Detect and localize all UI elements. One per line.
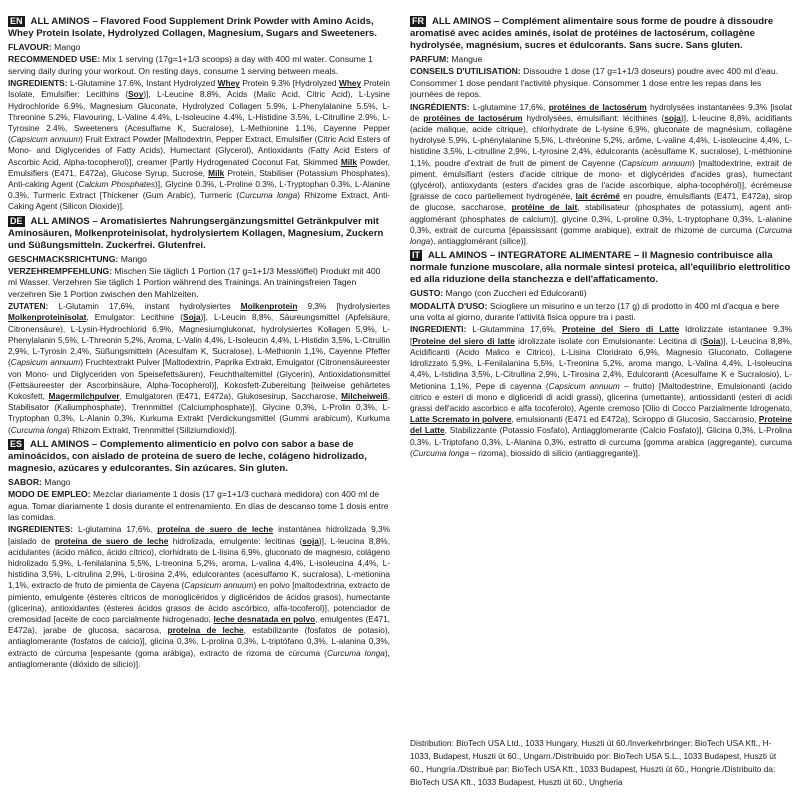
latin-name: Capsicum annuum: [621, 157, 692, 168]
ingredients-block: ZUTATEN: L-Glutamin 17,6%, instant hydrolysiertes Molkenprotein 9,3% [hydrolysiertes Molkenproteinisolat, Emulgator: Lecithine (Soja)], L-Leucin 8,8%, Säureungsmittel (Apfelsäure, Citronensäure), L-Lysin-Hydrochlorid 6,9%, Magnesiumglukonat, hydrolysiertes Kollagen 5,9%, L-Phenylalanin 5,5%, L-Threonin 5,2%, Aroma, L-Valin 4,4%, L-Isoleucin 4,4%, L-Histidin 3,5%, L-Citrullin 2,9%, L-Tyrosin 2,4%, Süßungsmitteln (Acesulfam K, Sucralose), L-Methionin 1,1%, Cayenne Pfeffer (Capsicum annuum) Fruchtextrakt Pulver [Maltodextrin, Paprika Extrakt, Emulgator (Citronensäureester von Mono- und Diglyceriden von Speisefettsäuren), Feuchthaltemittel (Glycerin), Antioxidationsmittel (Fettsäureester der Ascorbinsäure, Alpha-Tocopherol)], Kokosfett-Zubereitung [teilweise gehärtetes Kokosfett, Magermilchpulver, Emulgatoren (E471, E472a), Glukosesirup, Saccharose, Milcheiweiß, Stabilisator (Kaliumphosphate), Trennmittel (Calciumphosphate)], Glycine 0,3%, L-Prolin 0,3%, L-Tryptophan 0,3%, L-Alanin 0,3%, Kurkuma Extrakt [Verdickungsmittel (Gummi arabicum), Kurkuma (Curcuma longa) Rhizom Extrakt, Trennmittel (Siliziumdioxid)].: [8, 301, 391, 435]
allergen-highlight: Molkenprotein: [240, 301, 298, 312]
language-tag: IT: [412, 250, 420, 261]
ingredient-text: L-glutamine 17,6%,: [472, 101, 549, 112]
allergen-highlight: Milk: [208, 167, 225, 178]
latin-name: Curcuma longa: [10, 424, 68, 435]
allergen-highlight: proteína de suero de leche: [157, 524, 274, 535]
ingredient-text: ) [maltodextrine, extrait de piment, émulsifiant (esters d'acide citrique de mono- et diglycérides d'acides gras), humectant (glycérol), antioxydants (esters d'acides gras de l'acide ascorbique, alpha-tocophérol)], écrémeuse [graisse de coco partiellement hydrogénée,: [410, 157, 793, 202]
ingredients-text: [8, 301, 390, 434]
latin-name: Calcium Phosphates: [78, 179, 155, 190]
allergen-highlight: Whey: [217, 78, 240, 89]
ingredient-text: , Emulgator: Lecithine (: [86, 312, 184, 323]
ingredient-text: )], L-Leucin 8,8%, Säureungsmittel (Apfelsäure, Citronensäure), L-Lysin-Hydrochlorid 6,9%, Magnesiumglukonat, hydrolysiertes Kollagen 5,9%, L-Phenylalanin 5,5%, L-Threonin 5,2%, Aroma, L-Valin 4,4%, L-Isoleucin 4,4%, L-Histidin 3,5%, L-Citrullin 2,9%, L-Tyrosin 2,4%, Süßungsmitteln (Acesulfam K, Sucralose), L-Methionin 1,1%, Cayenne Pfeffer (: [8, 312, 390, 368]
section-title: DE ALL AMINOS – Aromatisiertes Nahrungsergänzungsmittel Getränkpulver mit Aminosäuren, Molkenproteinisolat, hydrolysiertem Kollagen, Magnesium, Zuckern und Süßungsmitteln. Zuckerfrei. Glutenfrei.: [8, 215, 384, 251]
section-fr: [410, 16, 792, 247]
language-tag: ES: [10, 438, 23, 449]
allergen-highlight: Soja: [183, 312, 201, 323]
ingredient-text: Protein, Stabiliser (Potassium Phosphates), Anti-caking Agent (: [8, 167, 391, 190]
section-en: [8, 16, 390, 213]
ingredient-text: , emulgentes (E471, E472a), jarabe de glucosa, sacarosa,: [8, 613, 390, 636]
use-line: RECOMMENDED USE: Mix 1 serving (17g=1+1/3 scoops) a day with 400 ml water. Consume 1 serving daily during your workout. On resting days, consume 1 serving between meals.: [8, 54, 373, 76]
ingredient-text: L-Glutamin 17,6%, instant hydrolysiertes: [58, 301, 241, 312]
ingredient-text: – rizoma), biossido di silicio (antiaggregante)].: [469, 447, 641, 458]
ingredient-text: , Emulgatoren (E471, E472a), Glukosesirup, Saccharose,: [119, 390, 342, 401]
allergen-highlight: soja: [302, 535, 319, 546]
section-de: [8, 216, 390, 436]
distribution-note: Distribution: BioTech USA Ltd., 1033 Hungary, Huszti út 60./Inverkehrbringer: BioTech USA Kft., H-1033, Budapest, Huszti út 60., Ungarn./Distribuido por: BioTech USA S.L., 1033 Budapest, Huszti út 60., Hungría./Distribué par: BioTech USA Kft., 1033 Budapest, Huszti út 60., Hongrie./Distribuito da: BioTech USA Kft., 1033 Budapest, Huszti út 60., Ungheria: [410, 738, 777, 787]
ingredients-text: [410, 102, 792, 246]
allergen-highlight: Soy: [128, 89, 144, 100]
allergen-highlight: protéines de lactosérum: [423, 112, 523, 123]
ingredient-text: ) Fruchtextrakt Pulver [Maltodextrin, Paprika Extrakt, Emulgator (Citronensäureester von Mono- und Diglyceriden von Speisefettsäuren), Feuchthaltemittel (Glycerin), Antioxidationsmittel (Fettsäureester der Ascorbinsäure, Alpha-Tocopherol)], Kokosfett-Zubereitung [teilweise gehärtetes Kokosfett,: [8, 357, 390, 401]
allergen-highlight: Latte Scremato in polvere: [410, 414, 512, 425]
ingredient-text: )], L-Leucina 8,8%, Acidificanti (Acido Malico e Citrico), L-Lisina Cloridrato 6,9%, Magnesio Gluconato, Collagene Idrolizzato 5,9%, L-Fenilalanina 5,5%, L-Treonina 5,2%, aroma mango, L-Valina 4,4%, L-Isoleucina 4,4%, L-Istidina 3,5%, L-Citrullina 2,9%, L-Tirosina 2,4%, Edulcoranti (Acesulfame K e Sucralosio), L-Metionina 1,1%, Pepe di cayenna (: [410, 335, 792, 391]
language-tag: EN: [10, 16, 23, 26]
allergen-highlight: Proteine del siero di latte: [412, 335, 515, 346]
ingredient-text: )], L-Leucine 8.8%, Acids (Malic Acid, Citric Acid), L-Lysine Hydrochloride 6.9%, Magnesium Gluconate, Hydrolyzed Collagen 5.9%, L-Phenylalanine 5.5%, L-Threonine 5.2%, Flavouring, L-Valine 4.4%, L-Isoleucine 4.4%, L-Histidine 3.5%, L-Citrulline 2.9%, L-Tyrosine 2.4%, Sweeteners (Acesulfame K, Sucralose), L-Methionine 1.1%, Cayenne Pepper (: [8, 89, 390, 145]
allergen-highlight: Molkenproteinisolat: [8, 312, 87, 323]
language-tag: FR: [412, 16, 424, 26]
allergen-highlight: proteína de suero de leche: [54, 535, 169, 546]
ingredients-text: [8, 524, 390, 668]
ingredient-text: , emulsionanti (E471 ed E472a), Sciroppo di Glucosio, Saccarosio,: [511, 414, 759, 425]
section-title: FR ALL AMINOS – Complément alimentaire sous forme de poudre à dissoudre aromatisé avec acides aminés, isolat de protéines de lactosérum, collagène hydrolysée, magnésium, sucres et édulcorants. Sans sucre. Sans gluten.: [410, 16, 774, 51]
allergen-highlight: Whey: [339, 78, 362, 89]
latin-name: Capsicum annuum: [10, 134, 81, 145]
latin-name: Capsicum annuum: [10, 357, 81, 368]
ingredient-text: en poudre, émulsifiants (E471, E472a), sirop de glucose, saccharose,: [410, 191, 793, 213]
latin-name: Curcuma longa: [410, 224, 792, 247]
ingredient-text: – frutto) [Maltodestrine, Emulsionanti (acido citrico e esteri di mono e digliceridi di acidi grassi), glicerina (umettante), antiossidanti (esteri di acidi grassi dell'acido ascorbico e alfa tocoferolo), Agente cremoso [Olio di Cocco Parzialmente Idrogenato,: [410, 380, 792, 413]
ingredient-text: idrolizzate isolate con Emulsionante: Lecitina di (: [514, 335, 703, 346]
latin-name: Capsicum annuum: [548, 380, 620, 391]
use-line: MODALITÀ D'USO: Sciogliere un misurino e un terzo (17 g) di prodotto in 400 ml d'acqua e bere una volta al giorno, durante l'attività fisica oppure tra i pasti.: [410, 300, 780, 323]
use-line: VERZEHREMPFEHLUNG: Mischen Sie täglich 1 Portion (17 g=1+1/3 Messlöffel) Produkt mit 400 ml Wasser. Verzehren Sie täglich 1 Portion während des Trainings. An trainingsfreien Tagen verzehren Sie 1 Portion zwischen den Mahlzeiten.: [8, 266, 381, 299]
latin-name: Curcuma longa: [239, 190, 298, 201]
latin-name: Capsicum annuum: [184, 580, 254, 591]
ingredient-text: 9,3% [hydrolysiertes: [297, 301, 390, 312]
allergen-highlight: Milcheiweiß: [341, 390, 388, 401]
allergen-highlight: proteína de leche: [167, 625, 244, 636]
flavour-line: GESCHMACKSRICHTUNG: Mango: [8, 253, 147, 264]
ingredient-text: )], L-leucina 8,8%, acidulantes (ácido málico, ácido cítrico), clorhidrato de L-lisina 6,9%, gluconato de magnesio, colágeno hidrolizado 5,9%, L-fenilalanina 5,5%, L-treonina 5,2%, aroma, L-valina 4,4%, L-isoleucina 4,4%, L-histidina 3,5%, L-citrulina 2,9%, L-tirosina 2,4%, edulcorantes (acesulfamo K, sucralosa), L-metionina 1,1%, extracto de fruto de pimienta de Cayena (: [8, 535, 390, 591]
ingredients-block: INGREDIENTI: L-Glutammina 17,6%, Proteine del Siero di Latte Idrolizzate istantanee 9,3% [Proteine del siero di latte idrolizzate isolate con Emulsionante: Lecitina di (Soia)], L-Leucina 8,8%, Acidificanti (Acido Malico e Citrico), L-Lisina Cloridrato 6,9%, Magnesio Gluconato, Collagene Idrolizzato 5,9%, L-Fenilalanina 5,5%, L-Treonina 5,2%, aroma mango, L-Valina 4,4%, L-Isoleucina 4,4%, L-Istidina 3,5%, L-Citrullina 2,9%, L-Tirosina 2,4%, Edulcoranti (Acesulfame K e Sucralosio), L-Metionina 1,1%, Pepe di cayenna (Capsicum annuum – frutto) [Maltodestrine, Emulsionanti (acido citrico e esteri di mono e digliceridi di acidi grassi), glicerina (umettante), antiossidanti (esteri di acidi grassi dell'acido ascorbico e alfa tocoferolo), Agente cremoso [Olio di Cocco Parzialmente Idrogenato, Latte Scremato in polvere, emulsionanti (E471 ed E472a), Sciroppo di Glucosio, Saccarosio, Proteine del Latte, Stabilizzante (Potassio Fosfato), Antiagglomerante (Calcio Fosfato)], Glicina 0,3%, L-Prolina 0,3%, L-Triptofano 0,3%, L-Alanina 0,3%, estratto di curcuma [gomma arabica (aggregante), curcuma (Curcuma longa – rizoma), biossido di silicio (antiaggregante)].: [410, 324, 793, 458]
flavour-line: FLAVOUR: Mango: [8, 42, 81, 52]
ingredient-text: instantánea hidrolizada 9,3% [aislado de: [8, 524, 391, 546]
ingredient-text: ) en polvo [maltodextrina, extracto de pimiento, emulgente (ésteres cítricos de monoglicéridos y diglicéridos de ácidos grasos), humectante (glicerina), antioxidantes (ésteres ácidos grasos de ácido ascórbico, alfa-tocoferol)], potenciador de cremosidad [aceite de coco parcialmente hidrogenado,: [8, 580, 390, 624]
allergen-highlight: Proteine del Siero di Latte: [562, 324, 680, 335]
ingredient-text: Protein Isolate, Emulsifier: Lecithins (: [8, 78, 391, 100]
allergen-highlight: leche desnatada en polvo: [213, 613, 316, 624]
allergen-highlight: protéines de lactosérum: [548, 101, 647, 112]
section-es: [8, 439, 390, 670]
ingredients-block: INGRÉDIENTS: L-glutamine 17,6%, protéines de lactosérum hydrolysées instantanées 9,3% [isolat de protéines de lactosérum hydrolysées, émulsifiant: lécithines (soja)], L-leucine 8,8%, acidifiants (acide malique, acide citrique), chlorhydrate de L-lysine 6,9%, gluconate de magnésium, collagène hydrolysé 5,9%, L-phénylalanine 5,5%, L-thréonine 5,2%, arôme, L-valine 4,4%, L-isoleucine 4,4%, L-histidine 3,5%, L-citrulline 2,9%, L-tyrosine 2,4%, édulcorants (acésulfame K, sucralose), L-méthionine 1,1%, poudre d'extrait de fruit de piment de Cayenne (Capsicum annuum) [maltodextrine, extrait de piment, émulsifiant (esters d'acide citrique de mono- et diglycérides d'acides gras), humectant (glycérol), antioxydants (esters d'acides gras de l'acide ascorbique, alpha-tocophérol)], écrémeuse [graisse de coco partiellement hydrogénée, lait écrémé en poudre, émulsifiants (E471, E472a), sirop de glucose, saccharose, protéine de lait, stabilisateur (phosphates de potassium), agent anti-agglomérant (phosphates de calcium)], glycine 0,3%, L-proline 0,3%, L-tryptophane 0,3%, L-alanine 0,3%, extrait de curcuma [épaississant (gomme arabique), extrait de rhizome de curcuma (Curcuma longa), antiagglomérant (silice)].: [410, 101, 793, 247]
ingredient-text: L-glutamina 17,6%,: [78, 524, 158, 535]
ingredients-block: INGREDIENTES: L-glutamina 17,6%, proteína de suero de leche instantánea hidrolizada 9,3% [aislado de proteína de suero de leche hidrolizada, emulgente: lecitinas (soja)], L-leucina 8,8%, acidulantes (ácido málico, ácido cítrico), clorhidrato de L-lisina 6,9%, gluconato de magnesio, colágeno hidrolizado 5,9%, L-fenilalanina 5,5%, L-treonina 5,2%, aroma, L-valina 4,4%, L-isoleucina 4,4%, L-histidina 3,5%, L-citrulina 2,9%, L-tirosina 2,4%, edulcorantes (acesulfamo K, sucralosa), L-metionina 1,1%, extracto de fruto de pimienta de Cayena (Capsicum annuum) en polvo [maltodextrina, extracto de pimiento, emulgente (ésteres cítricos de monoglicéridos y diglicéridos de ácidos grasos), humectante (glicerina), antioxidantes (ésteres ácidos grasos de ácido ascórbico, alfa-tocoferol)], potenciador de cremosidad [aceite de coco parcialmente hidrogenado, leche desnatada en polvo, emulgentes (E471, E472a), jarabe de glucosa, sacarosa, proteína de leche, estabilizante (fosfatos de potasio), antiaglomerante (fosfatos de calcio)], glicina 0,3%, L-prolina 0,3%, L-triptófano 0,3%, L-alanina 0,3%, extracto de cúrcuma [espesante (goma arábiga), extracto de rizoma de cúrcuma (Curcuma longa), antiaglomerante (dióxido de silicio)].: [8, 524, 391, 669]
flavour-line: GUSTO: Mango (con Zuccheri ed Edulcoranti): [410, 288, 587, 299]
ingredient-text: L-Glutamine 17.6%, Instant Hydrolyzed: [70, 78, 218, 89]
ingredient-text: , estabilizante (fosfatos de potasio), antiaglomerante (fosfatos de calcio)], glicina 0,3%, L-prolina 0,3%, L-triptófano 0,3%, L-alanina 0,3%, extracto de cúrcuma [espesante (goma arábiga), extracto de rizoma de cúrcuma (: [8, 625, 390, 658]
ingredients-text: [410, 324, 792, 457]
ingredient-text: Powder, Emulsifiers (E471, E472a), Glucose Syrup, Sucrose,: [8, 156, 390, 178]
ingredient-text: hydrolysées instantanées 9,3% [isolat de: [410, 101, 793, 123]
ingredient-text: , stabilisateur (phosphates de potassium), agent anti-agglomérant (phosphates de calcium)], glycine 0,3%, L-proline 0,3%, L-tryptophane 0,3%, L-alanine 0,3%, extrait de curcuma [épaississant (gomme arabique), extrait de rhizome de curcuma (: [410, 202, 793, 235]
section-title: IT ALL AMINOS – INTEGRATORE ALIMENTARE – Il Magnesio contribuisce alla normale funzione muscolare, alla normale sintesi proteica, all'equilibrio elettrolitico ed alla riduzione della stanchezza e dell'affaticamento.: [410, 250, 791, 286]
left-column: [8, 16, 390, 673]
ingredient-text: L-Glutammina 17,6%,: [472, 324, 563, 335]
latin-name: Curcuma longa: [412, 447, 470, 458]
ingredient-text: Protein 9.3% [Hydrolyzed: [239, 78, 340, 89]
ingredient-text: , Stabilizzante (Potassio Fosfato), Antiagglomerante (Calcio Fosfato)], Glicina 0,3%, L-Prolina 0,3%, L-Triptofano 0,3%, L-Alanina 0,3%, estratto di curcuma [gomma arabica (aggregante), curcuma (: [410, 425, 792, 458]
flavour-line: PARFUM: Mangue: [410, 54, 483, 64]
ingredient-text: ) Fruit Extract Powder [Maltodextrin, Pepper Extract, Emulsifier (Citric Acid Esters of Mono- and Diglycerides of Fatty Acids), Humectant (Glycerol), Antioxidants (Fatty Acid Esters of Ascorbic Acid, Alpha-tocopherol)], creamer [Partly Hydrogenated Coconut Fat, Skimmed: [8, 134, 390, 167]
flavour-line: SABOR: Mango: [8, 476, 71, 487]
allergen-highlight: soja: [664, 112, 681, 123]
section-it: [410, 250, 792, 459]
allergen-highlight: protéine de lait: [511, 202, 578, 213]
allergen-highlight: Magermilchpulver: [48, 390, 120, 401]
right-column: [410, 16, 792, 462]
ingredient-text: Idrolizzate istantanee 9,3% [: [410, 324, 793, 346]
ingredients-block: INGREDIENTS: L-Glutamine 17.6%, Instant Hydrolyzed Whey Protein 9.3% [Hydrolyzed Whey Protein Isolate, Emulsifier: Lecithins (Soy)], L-Leucine 8.8%, Acids (Malic Acid, Citric Acid), L-Lysine Hydrochloride 6.9%, Magnesium Gluconate, Hydrolyzed Collagen 5.9%, L-Phenylalanine 5.5%, L-Threonine 5.2%, Flavouring, L-Valine 4.4%, L-Isoleucine 4.4%, L-Histidine 3.5%, L-Citrulline 2.9%, L-Tyrosine 2.4%, Sweeteners (Acesulfame K, Sucralose), L-Methionine 1.1%, Cayenne Pepper (Capsicum annuum) Fruit Extract Powder [Maltodextrin, Pepper Extract, Emulsifier (Citric Acid Esters of Mono- and Diglycerides of Fatty Acids), Humectant (Glycerol), Antioxidants (Fatty Acid Esters of Ascorbic Acid, Alpha-tocopherol)], creamer [Partly Hydrogenated Coconut Fat, Skimmed Milk Powder, Emulsifiers (E471, E472a), Glucose Syrup, Sucrose, Milk Protein, Stabiliser (Potassium Phosphates), Anti-caking Agent (Calcium Phosphates)], Glycine 0.3%, L-Proline 0.3%, L-Tryptophan 0.3%, L-Alanine 0.3%, Turmeric Extract [Thickener (Gum Arabic), Turmeric (Curcuma longa) Rhizome Extract, Anti-Caking Agent (Silicon Dioxide)].: [8, 78, 391, 212]
section-title: EN ALL AMINOS – Flavored Food Supplement Drink Powder with Amino Acids, Whey Protein Isolate, Hydrolyzed Collagen, Magnesium, Sugars and Sweeteners.: [8, 16, 377, 39]
use-line: MODO DE EMPLEO: Mezclar diariamente 1 dosis (17 g=1+1/3 cuchara medidora) con 400 ml de agua. Tomar diariamente 1 dosis durante el entrenamiento. En días de descanso tome 1 dosis entre las comidas.: [8, 489, 389, 522]
ingredient-text: ) Rhizom Extrakt, Trennmittel (Siliziumdioxid)].: [67, 424, 237, 435]
allergen-highlight: Soia: [702, 335, 721, 346]
ingredient-text: hidrolizada, emulgente: lecitinas (: [168, 535, 303, 546]
ingredient-text: ) Rhizome Extract, Anti-Caking Agent (Silicon Dioxide)].: [8, 190, 390, 212]
ingredient-text: )], Glycine 0.3%, L-Proline 0.3%, L-Tryptophan 0.3%, L-Alanine 0.3%, Turmeric Extract [Thickener (Gum Arabic), Turmeric (: [8, 179, 390, 201]
section-title: ES ALL AMINOS – Complemento alimenticio en polvo con sabor a base de aminoácidos, con aislado de proteína de suero de leche, colágeno hidrolizado, magnesio, azúcares y edulcorantes. Sin azúcares. Sin gluten.: [8, 438, 367, 474]
ingredient-text: , Stabilisator (Kaliumphosphate), Trennmittel (Calciumphosphate)], Glycine 0,3%, L-Prolin 0,3%, L-Tryptophan 0,3%, L-Alanin 0,3%, Kurkuma Extrakt [Verdickungsmittel (Gummi arabicum), Kurkuma (: [8, 390, 391, 435]
ingredient-text: hydrolysées, émulsifiant: lécithines (: [522, 112, 665, 123]
allergen-highlight: Milk: [340, 156, 357, 167]
use-line: CONSEILS D'UTILISATION: Dissoudre 1 dose (17 g=1+1/3 doseurs) poudre avec 400 ml d'eau. Consommer 1 dose pendant l'activité physique. Consommer 1 dose entre les repas dans les journées de repos.: [410, 66, 778, 100]
allergen-highlight: Proteine del Latte: [410, 414, 792, 436]
ingredient-text: )], L-leucine 8,8%, acidifiants (acide malique, acide citrique), chlorhydrate de L-lysine 6,9%, gluconate de magnésium, collagène hydrolysé 5,9%, L-phénylalanine 5,5%, L-thréonine 5,2%, arôme, L-valine 4,4%, L-isoleucine 4,4%, L-histidine 3,5%, L-citrulline 2,9%, L-tyrosine 2,4%, édulcorants (acésulfame K, sucralose), L-méthionine 1,1%, poudre d'extrait de fruit de piment de Cayenne (: [410, 112, 792, 168]
ingredient-text: ), antiaglomerante (dióxido de silicio)].: [8, 647, 390, 669]
ingredient-text: ), antiagglomérant (silice)].: [430, 236, 529, 247]
ingredients-text: [8, 78, 390, 211]
latin-name: Curcuma longa: [326, 647, 385, 658]
language-tag: DE: [10, 215, 23, 226]
allergen-highlight: lait écrémé: [575, 191, 620, 202]
